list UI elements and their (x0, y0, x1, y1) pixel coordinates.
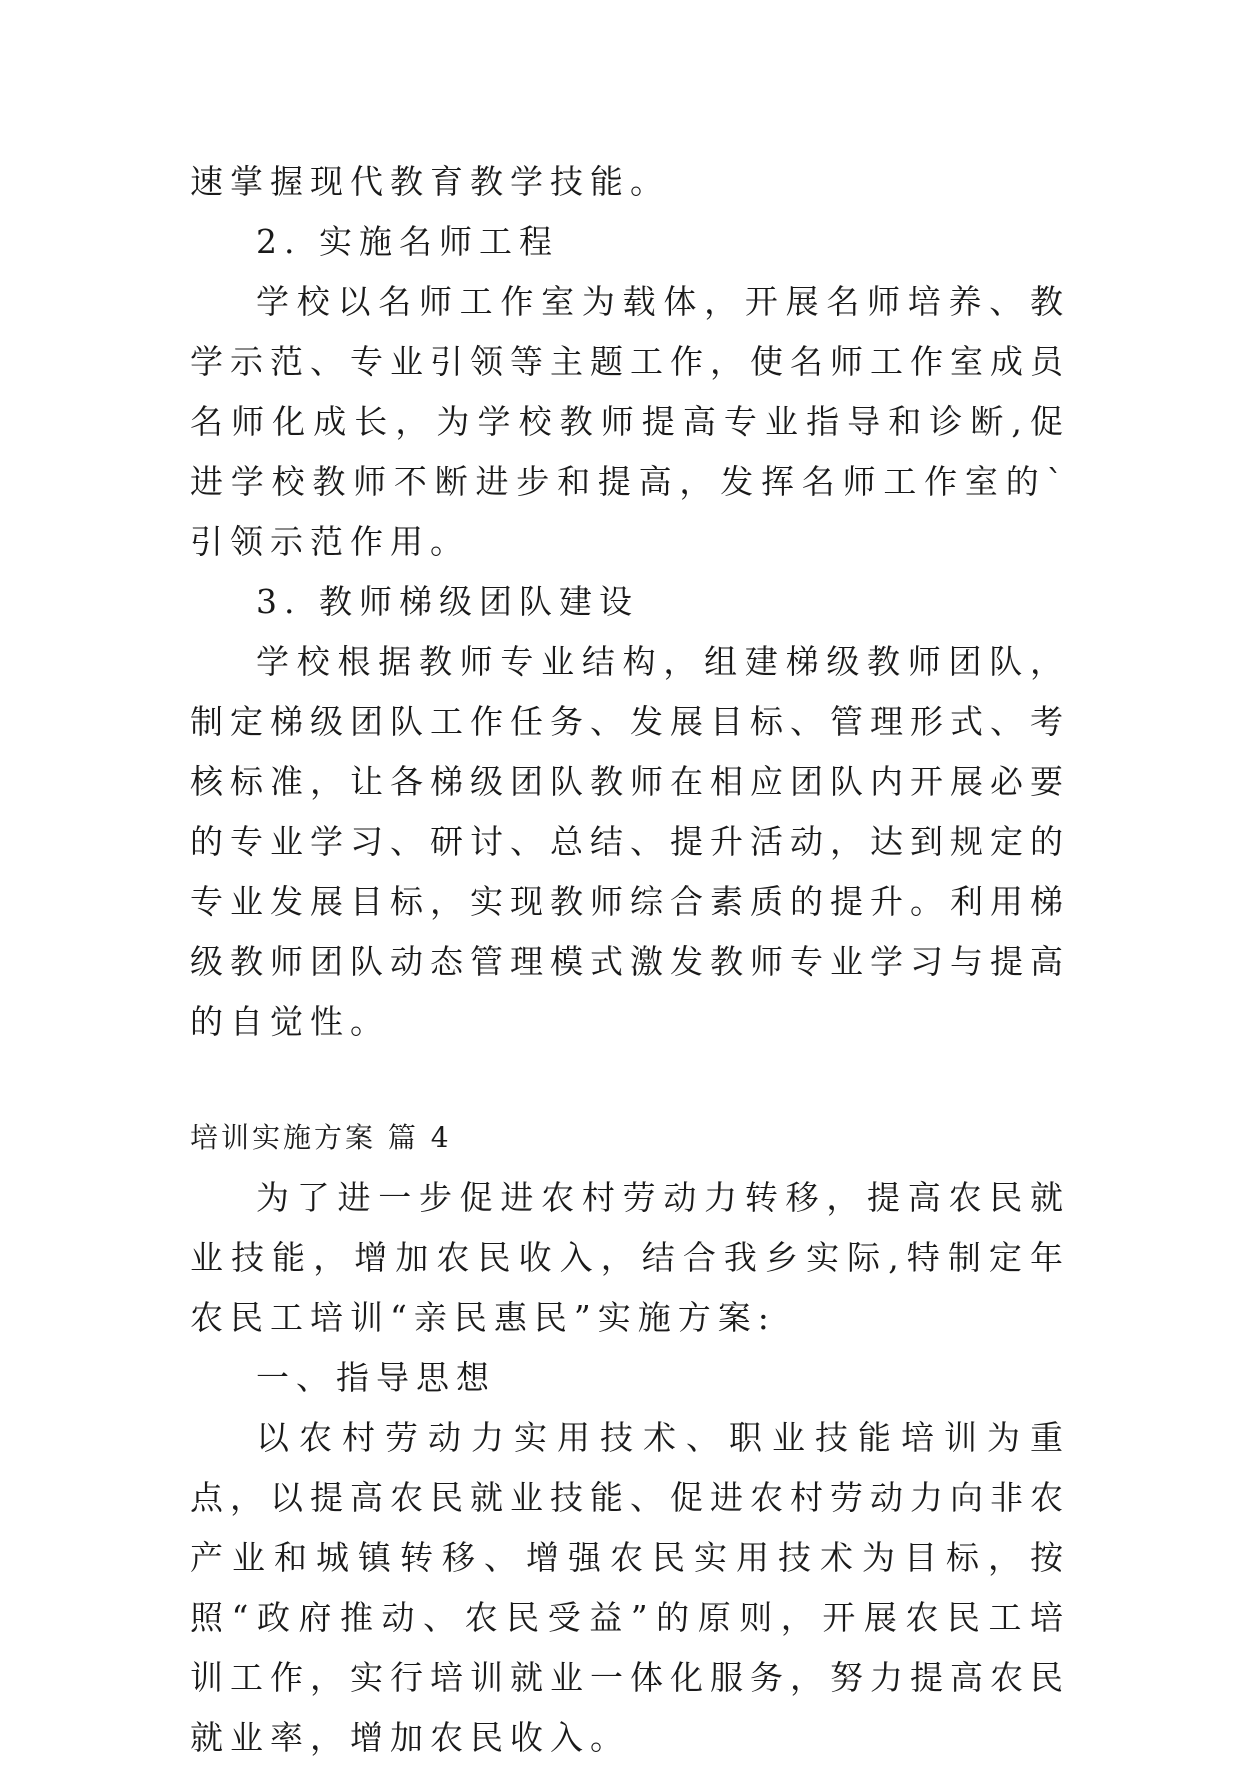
section-title: 培训实施方案 篇 4 (190, 1121, 452, 1154)
paragraph-guiding-thought: 以农村劳动力实用技术、职业技能培训为重点，以提高农民就业技能、促进农村劳动力向非农产业和城镇转移、增强农民实用技术为目标，按照“政府推动、农民受益”的原则，开展农民工培训工作，实行培训就业一体化服务，努力提高农民就业率，增加农民收入。 (190, 1418, 1070, 1757)
document-body (190, 152, 1070, 1768)
heading-tiered-team: 3. 教师梯级团队建设 (256, 582, 639, 621)
paragraph-continuation: 速掌握现代教育教学技能。 (190, 162, 670, 201)
heading-famous-teacher-project: 2. 实施名师工程 (256, 222, 559, 261)
heading-guiding-thought: 一、指导思想 (256, 1358, 496, 1397)
paragraph-intro: 为了进一步促进农村劳动力转移，提高农民就业技能，增加农民收入，结合我乡实际,特制定年农民工培训“亲民惠民”实施方案: (190, 1178, 1070, 1337)
paragraph-tiered-team: 学校根据教师专业结构，组建梯级教师团队，制定梯级团队工作任务、发展目标、管理形式、考核标准，让各梯级团队教师在相应团队内开展必要的专业学习、研讨、总结、提升活动，达到规定的专业发展目标，实现教师综合素质的提升。利用梯级教师团队动态管理模式激发教师专业学习与提高的自觉性。 (190, 642, 1070, 1041)
paragraph-famous-teacher: 学校以名师工作室为载体，开展名师培养、教学示范、专业引领等主题工作，使名师工作室成员名师化成长，为学校教师提高专业指导和诊断,促进学校教师不断进步和提高，发挥名师工作室的`引领示范作用。 (190, 282, 1070, 561)
